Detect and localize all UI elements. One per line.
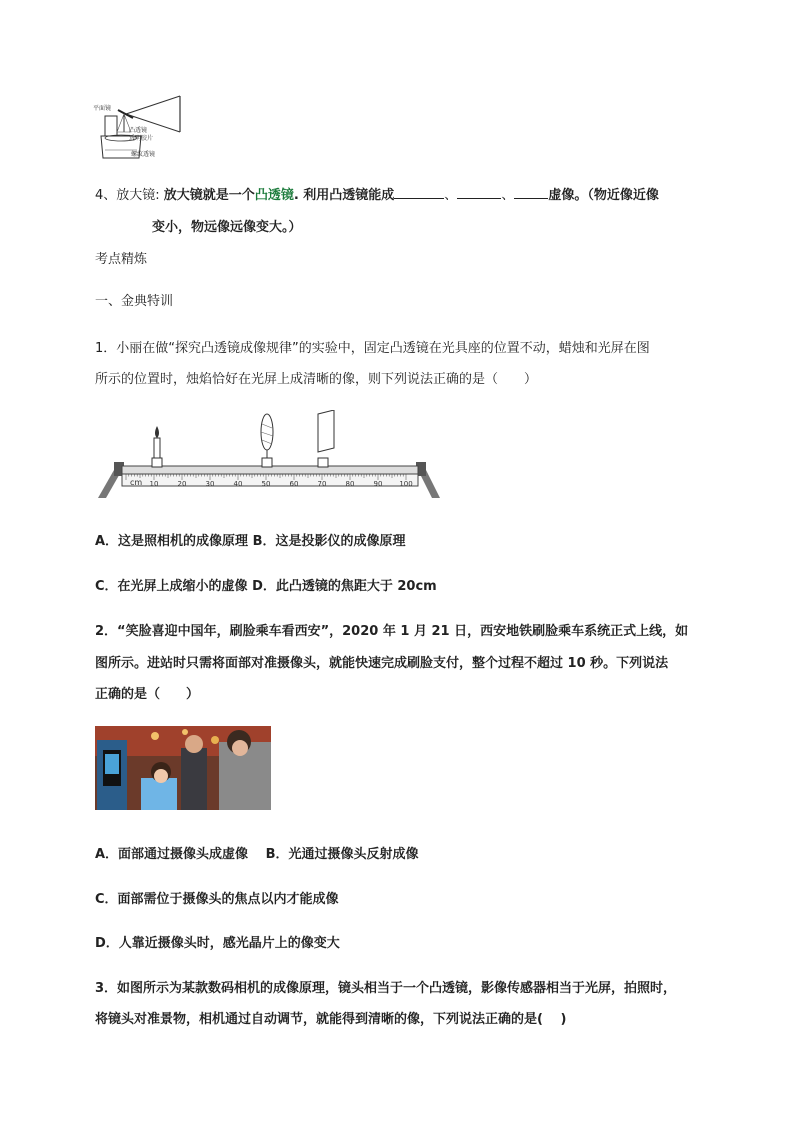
label-fresnel-lens: 螺纹透镜 — [131, 151, 156, 158]
q1-options-ab: A．这是照相机的成像原理 B．这是投影仪的成像原理 — [95, 534, 406, 549]
ruler-tick-label: 100 — [399, 480, 413, 488]
sep-2: 、 — [501, 188, 515, 203]
q2-options-ab: A．面部通过摄像头成虚像 B．光通过摄像头反射成像 — [95, 847, 419, 862]
ruler-tick-label: 50 — [261, 480, 271, 488]
heading-practice: 考点精炼 — [95, 252, 148, 267]
q2-option-c: C．面部需位于摄像头的焦点以内才能成像 — [95, 892, 339, 907]
ruler-tick-label: 70 — [317, 480, 327, 488]
blank-1[interactable] — [394, 186, 444, 199]
item4-prefix: 4、放大镜: — [95, 188, 164, 203]
sep-1: 、 — [444, 188, 458, 203]
blank-3[interactable] — [514, 186, 548, 199]
ruler-tick-label: 40 — [233, 480, 243, 488]
item4-line1 — [95, 184, 659, 203]
ruler-tick-label: 80 — [345, 480, 355, 488]
q1-line2: 所示的位置时，烛焰恰好在光屏上成清晰的像，则下列说法正确的是（ ） — [95, 372, 538, 387]
item4-text1: 放大镜就是一个 — [163, 188, 255, 203]
candle — [152, 426, 162, 467]
label-film: 透明胶片 — [129, 135, 154, 142]
label-plane-mirror: 平面镜 — [93, 105, 112, 112]
light-screen — [318, 410, 334, 467]
projector-diagram — [93, 92, 193, 162]
item4-line2: 变小，物远像远像变大。） — [152, 220, 302, 235]
q2-line1: 2．“笑脸喜迎中国年，刷脸乘车看西安”，2020 年 1 月 21 日，西安地铁刷脸乘车系统正式上线，如 — [95, 624, 689, 639]
item4-text3: 虚像。（物近像近像 — [548, 188, 659, 203]
ruler-tick-label: 20 — [177, 480, 187, 488]
ruler-tick-label: 30 — [205, 480, 215, 488]
ruler-unit: cm — [130, 478, 143, 487]
subway-face-scan-photo — [95, 726, 271, 810]
q1-options-cd: C．在光屏上成缩小的虚像 D．此凸透镜的焦距大于 20cm — [95, 579, 437, 594]
ruler-tick-label: 90 — [373, 480, 383, 488]
q3-line2: 将镜头对准景物，相机通过自动调节，就能得到清晰的像，下列说法正确的是( ) — [95, 1012, 567, 1027]
q1-line1: 1．小丽在做“探究凸透镜成像规律”的实验中，固定凸透镜在光具座的位置不动，蜡烛和光屏在图 — [95, 341, 650, 356]
ruler-tick-label: 60 — [289, 480, 299, 488]
q2-option-d: D．人靠近摄像头时，感光晶片上的像变大 — [95, 936, 340, 951]
optical-bench-figure — [96, 410, 441, 505]
heading-training: 一、金典特训 — [95, 294, 174, 309]
label-convex-lens: 凸透镜 — [129, 127, 148, 134]
blank-2[interactable] — [457, 186, 501, 199]
convex-lens — [261, 414, 273, 467]
q2-line3: 正确的是（ ） — [95, 687, 200, 702]
ruler-tick-label: 10 — [149, 480, 159, 488]
q3-line1: 3．如图所示为某款数码相机的成像原理，镜头相当于一个凸透镜，影像传感器相当于光屏，拍照时， — [95, 981, 677, 996]
item4-text2: . 利用凸透镜能成 — [293, 188, 395, 203]
item4-keyword: 凸透镜 — [254, 188, 294, 203]
q2-line2: 图所示。进站时只需将面部对准摄像头，就能快速完成刷脸支付，整个过程不超过 10 秒。下列说法 — [95, 656, 669, 671]
